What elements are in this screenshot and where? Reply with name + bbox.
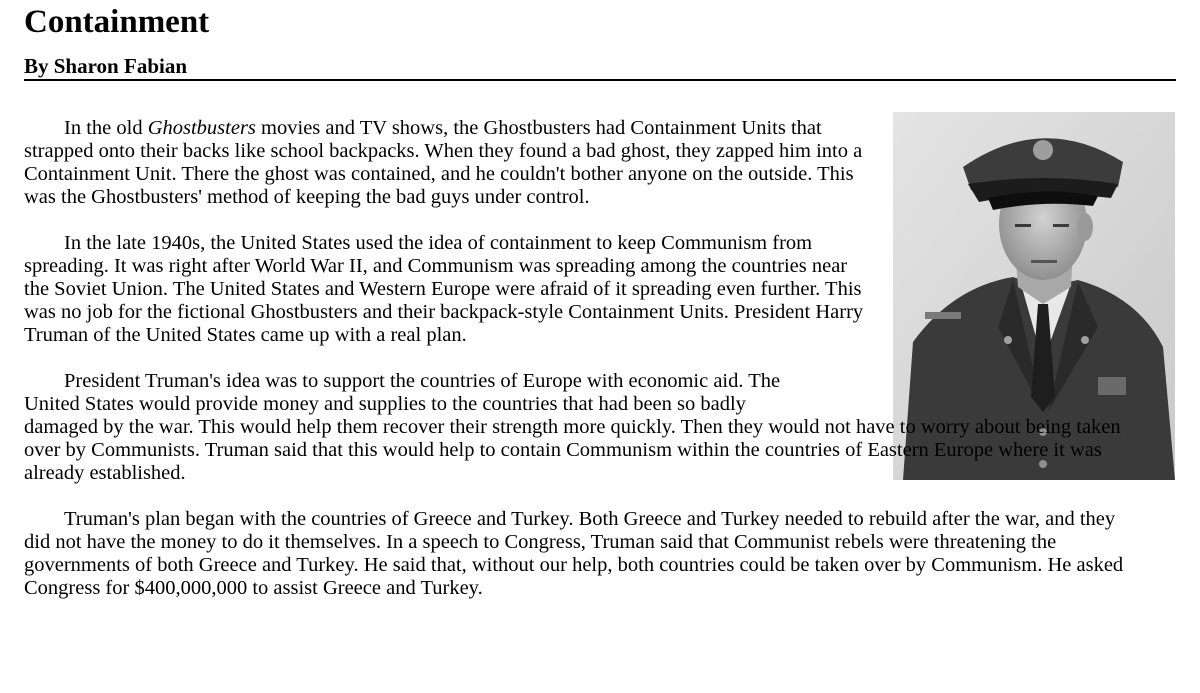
paragraph-4: Truman's plan began with the countries of Greece and Turkey. Both Greece and Turkey needed to rebuild after the war, and they did not have the money to do it themselves. In a speech to Congress, Truman said that Communist rebels were threatening the governments of both Greece and Turkey. He said that, without our help, both countries could be taken over by Communism. He asked Congress for $400,000,000 to assist Greece and Turkey. [24, 508, 1124, 599]
paragraph-1-before: In the old [64, 117, 148, 139]
header-divider [24, 79, 1176, 81]
article-body [24, 117, 1144, 623]
photo-float-spacer [814, 364, 1144, 398]
paragraph-1 [24, 117, 864, 209]
paragraph-1-after: movies and TV shows, the Ghostbusters had Containment Units that strapped onto their backs like school backpacks. When they found a bad ghost, they zapped him into a Containment Unit. There the ghost was contained, and he couldn't bother anyone on the outside. This was the Ghostbusters' method of keeping the bad guys under control. [24, 117, 863, 208]
paragraph-2: In the late 1940s, the United States used the idea of containment to keep Communism from spreading. It was right after World War II, and Communism was spreading among the countries near the Soviet Union. The United States and Western Europe were afraid of it spreading even further. This was no job for the fictional Ghostbusters and their backpack-style Containment Units. President Harry Truman of the United States came up with a real plan. [24, 232, 864, 346]
article-byline: By Sharon Fabian [24, 54, 188, 78]
paragraph-3 [24, 370, 1144, 485]
paragraph-3-text: President Truman's idea was to support the countries of Europe with economic aid. The United States would provide money and supplies to the countries that had been so badly damaged by the war. This would help them recover their strength more quickly. Then they would not have to worry about being taken over by Communists. Truman said that this would help to contain Communism within the countries of Eastern Europe where it was already established. [24, 370, 1121, 484]
article-title: Containment [24, 4, 210, 40]
paragraph-1-italic-title: Ghostbusters [147, 117, 256, 139]
